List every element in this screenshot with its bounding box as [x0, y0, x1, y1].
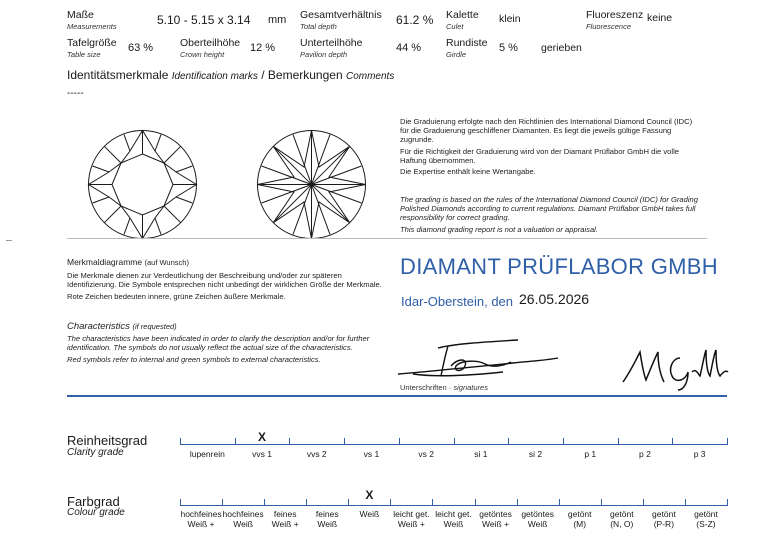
- colour-tick: [348, 499, 349, 506]
- culet-value: klein: [499, 13, 521, 25]
- fluorescence-label: Fluoreszenz: [586, 9, 644, 21]
- pavilion-diagram-icon: [254, 127, 369, 242]
- colour-grade-text: (S-Z): [696, 518, 716, 529]
- measurements-sublabel: Measurements: [67, 22, 117, 31]
- characteristics-title-en: [67, 322, 382, 331]
- girdle-finish: gerieben: [541, 42, 582, 54]
- characteristics-title-de-note: (auf Wunsch): [144, 258, 189, 267]
- identification-title: Identitätsmerkmale: [67, 68, 169, 82]
- colour-grade-text: Weiß +: [271, 518, 299, 529]
- colour-tick: [475, 499, 476, 506]
- colour-grade-text: getöntes: [521, 509, 554, 519]
- colour-grade-text: Weiß: [359, 509, 380, 519]
- clarity-tick: [672, 438, 673, 445]
- colour-baseline: [180, 505, 727, 506]
- clarity-grade-text: si 1: [474, 449, 488, 459]
- comments-title: Bemerkungen: [267, 68, 343, 82]
- colour-grade-text: [348, 520, 390, 530]
- remark-en-2: This diamond grading report is not a valuation or appraisal.: [400, 224, 598, 234]
- colour-grade-text: hochfeines: [180, 509, 222, 519]
- colour-grade-text: getönt: [567, 509, 592, 519]
- grading-remarks-de: [400, 117, 700, 178]
- colour-tick: [306, 499, 307, 506]
- clarity-grade-text: p 3: [693, 449, 706, 459]
- colour-grade-text: getöntes: [479, 509, 512, 519]
- table-size-value: 63 %: [128, 42, 154, 54]
- colour-grade-text: (N, O): [610, 518, 634, 529]
- colour-grade-label: [180, 510, 222, 529]
- clarity-grade-text: p 2: [639, 449, 651, 459]
- clarity-grade-label: [344, 450, 399, 460]
- clarity-tick: [454, 438, 455, 445]
- clarity-grade-label: [508, 450, 563, 460]
- characteristics-title-de-text: Merkmaldiagramme: [67, 257, 143, 267]
- signatures-caption: [400, 383, 488, 392]
- colour-tick: [643, 499, 644, 506]
- clarity-grade-label: [180, 450, 235, 460]
- fold-mark: [6, 240, 12, 241]
- pavilion-depth-sublabel: Pavilion depth: [300, 50, 348, 59]
- crown-height-value: 12 %: [250, 42, 276, 54]
- colour-grade-text: Weiß +: [482, 518, 510, 529]
- colour-tick: [390, 499, 391, 506]
- characteristics-en-1: The characteristics have been indicated in order to clarify the description and/or for further identification. The symbols do not usually reflect the actual size of the characteristics.: [67, 334, 370, 353]
- identification-dashes: -----: [67, 88, 84, 99]
- clarity-selected-mark: X: [258, 430, 267, 444]
- signatures-caption-en: signatures: [453, 383, 488, 392]
- colour-tick: [432, 499, 433, 506]
- characteristics-de-2: Rote Zeichen bedeuten innere, grüne Zeichen äußere Merkmale.: [67, 291, 286, 301]
- colour-grade-text: Weiß: [443, 518, 464, 529]
- characteristics-title-de: [67, 258, 382, 267]
- colour-grade-text: Weiß +: [397, 518, 425, 529]
- clarity-tick: [618, 438, 619, 445]
- colour-grade-text: getönt: [694, 509, 718, 519]
- clarity-grade-label: [289, 450, 344, 460]
- colour-grade-text: feines: [315, 509, 339, 519]
- grading-remarks-en: [400, 195, 700, 236]
- crown-height-sublabel: Crown height: [180, 50, 225, 59]
- clarity-tick: [399, 438, 400, 445]
- colour-tick: [601, 499, 602, 506]
- remark-en-1: The grading is based on the rules of the International Diamond Council (IDC) for Grading Polished Diamonds according to current regulations. Diamant Prüflabor GmbH takes full responsibility for correct grading.: [400, 195, 699, 223]
- clarity-grade-text: vs 2: [418, 449, 434, 459]
- lab-name: DIAMANT PRÜFLABOR GMBH: [400, 254, 718, 279]
- colour-grade-label: [601, 510, 643, 529]
- characteristics-de: [67, 258, 382, 303]
- clarity-tick: [508, 438, 509, 445]
- pavilion-depth-value: 44 %: [396, 42, 422, 54]
- clarity-grade-label: [235, 450, 290, 460]
- colour-subtitle: Colour grade: [67, 507, 125, 518]
- girdle-sublabel: Girdle: [446, 50, 467, 59]
- clarity-grade-label: [399, 450, 454, 460]
- signatures-caption-de: Unterschriften: [400, 383, 447, 392]
- characteristics-title-en-text: Characteristics: [67, 321, 130, 332]
- clarity-grade-text: vvs 1: [252, 449, 272, 459]
- colour-selected-mark: X: [365, 488, 374, 502]
- characteristics-en: [67, 322, 382, 366]
- colour-grade-label: [222, 510, 264, 529]
- colour-grade-text: getönt: [652, 509, 676, 519]
- colour-grade-label: [559, 510, 601, 529]
- colour-grade-text: (M): [573, 518, 587, 529]
- identification-title-en: Identification marks: [171, 71, 258, 82]
- identification-heading: [67, 68, 394, 82]
- colour-grade-label: [685, 510, 727, 529]
- clarity-grade-label: [454, 450, 509, 460]
- colour-tick: [264, 499, 265, 506]
- colour-grade-text: getönt: [609, 509, 634, 519]
- comments-title-en: Comments: [345, 71, 395, 82]
- colour-grade-label: [517, 510, 559, 529]
- total-depth-value: 61.2 %: [396, 13, 434, 27]
- clarity-grade-text: si 2: [528, 449, 543, 459]
- colour-grade-label: [264, 510, 306, 529]
- blue-divider: [67, 395, 727, 397]
- measurements-label: Maße: [67, 9, 94, 21]
- colour-grade-text: Weiß: [527, 518, 548, 529]
- colour-tick: [517, 499, 518, 506]
- colour-grade-text: hochfeines: [222, 509, 264, 519]
- clarity-tick: [344, 438, 345, 445]
- colour-grade-text: Weiß +: [187, 518, 215, 529]
- signatures-caption-dot: ·: [448, 383, 452, 392]
- lab-city: Idar-Oberstein, den: [401, 294, 514, 309]
- signature-left-icon: [393, 338, 563, 382]
- characteristics-title-en-note: (if requested): [132, 322, 177, 331]
- measurements-value: 5.10 - 5.15 x 3.14: [157, 13, 251, 27]
- report-date: 26.05.2026: [519, 291, 590, 307]
- colour-tick: [222, 499, 223, 506]
- table-size-label: Tafelgröße: [67, 37, 117, 49]
- clarity-tick: [563, 438, 564, 445]
- fluorescence-value: keine: [647, 12, 673, 24]
- colour-grade-text: Weiß: [233, 518, 253, 529]
- characteristics-de-1: Die Merkmale dienen zur Verdeutlichung der Beschreibung und/oder zur späteren Identifizierung. Die Symbole entsprechen nicht unbedingt der wirklichen Größe der Merkmale.: [67, 271, 382, 290]
- clarity-grade-text: p 1: [584, 449, 597, 459]
- crown-diagram-icon: [85, 127, 200, 242]
- culet-sublabel: Culet: [446, 22, 464, 31]
- colour-grade-text: Weiß: [317, 518, 338, 529]
- clarity-grade-label: [563, 450, 618, 460]
- colour-grade-label: [390, 510, 432, 529]
- signature-right-icon: [618, 342, 733, 392]
- colour-tick: [180, 499, 181, 506]
- colour-grade-label: [432, 510, 474, 529]
- crown-height-label: Oberteilhöhe: [180, 37, 241, 49]
- remark-de-2: Für die Richtigkeit der Graduierung wird von der Diamant Prüflabor GmbH die volle Haftung übernommen.: [400, 146, 679, 165]
- remark-de-1: Die Graduierung erfolgte nach den Richtlinien des International Diamond Council (IDC) für die Graduierung geschliffener Diamanten. Es liegt die jeweils gültige Fassung zugrunde.: [400, 117, 693, 145]
- pavilion-depth-label: Unterteilhöhe: [300, 37, 363, 49]
- characteristics-en-2: Red symbols refer to internal and green symbols to external characteristics.: [67, 354, 321, 364]
- total-depth-sublabel: Total depth: [300, 22, 337, 31]
- clarity-subtitle: Clarity grade: [67, 447, 124, 458]
- measurements-unit: mm: [268, 14, 287, 26]
- colour-grade-label: [643, 510, 685, 529]
- colour-tick: [559, 499, 560, 506]
- clarity-grade-text: vs 1: [363, 449, 380, 459]
- fluorescence-sublabel: Fluorescence: [586, 22, 632, 31]
- clarity-tick: [235, 438, 236, 445]
- clarity-tick: [180, 438, 181, 445]
- colour-grade-text: feines: [273, 509, 297, 519]
- remark-de-3: Die Expertise enthält keine Wertangabe.: [400, 167, 536, 177]
- clarity-grade-text: vvs 2: [306, 449, 327, 459]
- clarity-grade-label: [618, 450, 673, 460]
- colour-grade-text: (P-R): [653, 518, 675, 529]
- heading-separator: /: [261, 68, 265, 82]
- clarity-tick: [727, 438, 728, 445]
- colour-title: Farbgrad: [67, 494, 120, 509]
- colour-grade-label: [348, 510, 390, 529]
- culet-label: Kalette: [446, 9, 479, 21]
- section-divider: [67, 238, 707, 239]
- girdle-label: Rundiste: [446, 37, 488, 49]
- clarity-title: Reinheitsgrad: [67, 433, 148, 448]
- colour-grade-text: leicht get.: [435, 509, 472, 519]
- girdle-value: 5 %: [499, 42, 518, 54]
- colour-grade-label: [306, 510, 348, 529]
- colour-grade-text: leicht get.: [393, 509, 430, 519]
- total-depth-label: Gesamtverhältnis: [300, 9, 382, 21]
- clarity-grade-text: lupenrein: [189, 449, 225, 459]
- colour-grade-label: [475, 510, 517, 529]
- table-size-sublabel: Table size: [67, 50, 101, 59]
- clarity-grade-label: [672, 450, 727, 460]
- colour-tick: [727, 499, 728, 506]
- colour-tick: [685, 499, 686, 506]
- clarity-tick: [289, 438, 290, 445]
